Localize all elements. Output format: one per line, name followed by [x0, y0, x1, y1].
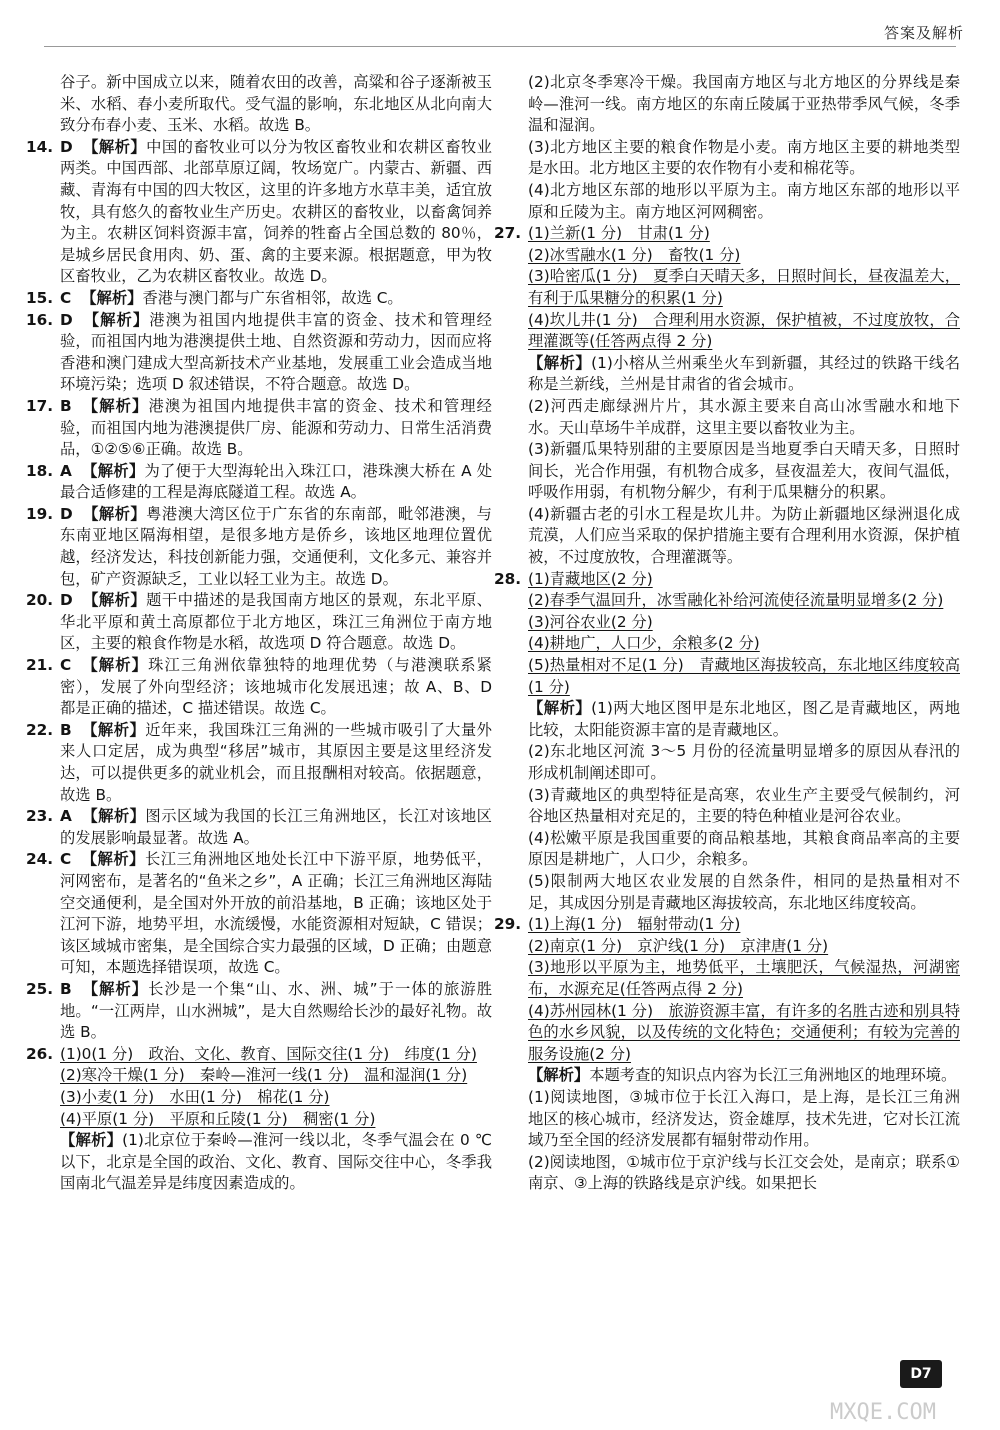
answer-line: (4)平原(1 分) 平原和丘陵(1 分) 稠密(1 分) — [60, 1109, 376, 1128]
answer-line: (3)河谷农业(2 分) — [528, 612, 653, 631]
explanation-paragraph: (4)北方地区东部的地形以平原为主。南方地区东部的地形以平原和丘陵为主。南方地区河网稠密。 — [528, 180, 960, 221]
answer-line: (1)上海(1 分) 辐射带动(1 分) — [528, 915, 741, 934]
explanation-paragraph: (5)限制两大地区农业发展的自然条件，相同的是热量相对不足，其成因分别是青藏地区海拔较高，东北地区纬度较高。 — [528, 871, 960, 912]
question-17: 17. B 【解析】港澳为祖国内地提供丰富的资金、技术和管理经验，而祖国内地为港澳提供厂房、能源和劳动力、日常生活消费品，①②⑤⑥正确。故选 B。 — [26, 396, 492, 459]
question-26: 26. (1)0(1 分) 政治、文化、教育、国际交往(1 分) 纬度(1 分) (2)寒冷干燥(1 分) 秦岭—淮河一线(1 分) 温和湿润(1 分) (3)小麦(1 分) 水田(1 分) 棉花(1 分) (4)平原(1 分) 平原和丘陵(1 分) 稠密(1 分) 【解析】(1)北京位于秦岭—淮河一线以北，冬季气温会在 0 ℃以下，北京是全国的政治、文化、教育、国际交往中心，冬季我国南北气温差异是纬度因素造成的。 — [26, 1044, 492, 1193]
answer-line: (5)热量相对不足(1 分) 青藏地区海拔较高，东北地区纬度较高(1 分) — [528, 656, 960, 696]
answer-line: (1)兰新(1 分) 甘肃(1 分) — [528, 224, 710, 243]
header-divider — [44, 46, 956, 47]
left-column — [26, 72, 492, 1195]
page-header-title: 答案及解析 — [883, 24, 964, 42]
question-27: 27. (1)兰新(1 分) 甘肃(1 分) (2)冰雪融水(1 分) 畜牧(1 分) (3)哈密瓜(1 分) 夏季白天晴天多，日照时间长，昼夜温差大，有利于瓜果糖分的积累(1 分) (4)坎儿井(1 分) 合理利用水资源，保护植被，不过度放牧，合理灌溉等(任答两点得 2 分) 【解析】(1)小榕从兰州乘坐火车到新疆，其经过的铁路干线名称是兰新线，兰州是甘肃省的省会城市。 (2)河西走廊绿洲片片，其水源主要来自高山冰雪融水和地下水。天山草场牛羊成群，这里主要以畜牧业为主。 (3)新疆瓜果特别甜的主要原因是当地夏季白天晴天多，日照时间长，光合作用强，有机物合成多，昼夜温差大，夜间气温低，呼吸作用弱，有机物分解少，有利于瓜果糖分的积累。 (4)新疆古老的引水工程是坎儿井。为防止新疆地区绿洲退化成荒漠，人们应当采取的保护措施主要有合理利用水资源，保护植被，不过度放牧，合理灌溉等。 — [528, 223, 960, 569]
answer-line: (2)寒冷干燥(1 分) 秦岭—淮河一线(1 分) 温和湿润(1 分) — [60, 1066, 468, 1085]
explanation-paragraph: (3)北方地区主要的粮食作物是小麦。南方地区主要的耕地类型是水田。北方地区主要的农作物有小麦和棉花等。 — [528, 137, 960, 178]
answer-line: (2)南京(1 分) 京沪线(1 分) 京津唐(1 分) — [528, 936, 829, 955]
explanation-paragraph: (3)新疆瓜果特别甜的主要原因是当地夏季白天晴天多，日照时间长，光合作用强，有机物合成多，昼夜温差大，夜间气温低，呼吸作用弱，有机物分解少，有利于瓜果糖分的积累。 — [528, 440, 960, 502]
answer-line: (4)耕地广，人口少，余粮多(2 分) — [528, 634, 760, 653]
explanation-paragraph: (2)河西走廊绿洲片片，其水源主要来自高山冰雪融水和地下水。天山草场牛羊成群，这里主要以畜牧业为主。 — [528, 396, 960, 437]
question-23: 23. A 【解析】图示区域为我国的长江三角洲地区，长江对该地区的发展影响最显著。故选 A。 — [26, 807, 492, 847]
question-16: 16. D 【解析】港澳为祖国内地提供丰富的资金、技术和管理经验，而祖国内地为港澳提供土地、自然资源和劳动力，因而应将香港和澳门建成大型高新技术产业基地，发展重工业会造成当地环境污染；选项 D 叙述错误，不符合题意。故选 D。 — [26, 310, 492, 394]
answer-line: (2)冰雪融水(1 分) 畜牧(1 分) — [528, 245, 741, 264]
answer-line: (4)苏州园林(1 分) 旅游资源丰富，有许多的名胜古迹和别具特色的水乡风貌，以及传统的文化特色；交通便利；有较为完善的服务设施(2 分) — [528, 1001, 960, 1063]
explanation-paragraph: (2)东北地区河流 3～5 月份的径流量明显增多的原因从春汛的形成机制阐述即可。 — [528, 742, 960, 782]
right-column — [494, 72, 960, 1195]
question-14: 14. D 【解析】中国的畜牧业可以分为牧区畜牧业和农耕区畜牧业两类。中国西部、北部草原辽阔，牧场宽广。内蒙古、新疆、西藏、青海有中国的四大牧区，这里的许多地方水草丰美，适宜放牧，具有悠久的畜牧业生产历史。农耕区的畜牧业，以畜禽饲养为主。农耕区饲料资源丰富，饲养的牲畜占全国总数的 80％，是城乡居民食用肉、奶、蛋、禽的主要来源。根据题意，甲为牧区畜牧业，乙为农耕区畜牧业。故选 D。 — [26, 137, 492, 286]
page-number-badge: D7 — [900, 1360, 942, 1388]
question-21: 21. C 【解析】珠江三角洲依靠独特的地理优势（与港澳联系紧密），发展了外向型经济；该地城市化发展迅速；故 A、B、D 都是正确的描述，C 描述错误。故选 C。 — [26, 656, 492, 718]
answer-line: (3)小麦(1 分) 水田(1 分) 棉花(1 分) — [60, 1087, 330, 1106]
answer-line: (2)春季气温回升，冰雪融化补给河流使径流量明显增多(2 分) — [528, 591, 944, 610]
answer-line: (3)地形以平原为主，地势低平，土壤肥沃，气候湿热，河湖密布，水源充足(任答两点得 2 分) — [528, 958, 960, 998]
explanation-paragraph: (4)松嫩平原是我国重要的商品粮基地，其粮食商品率高的主要原因是耕地广，人口少，余粮多。 — [528, 828, 960, 869]
question-29: 29. (1)上海(1 分) 辐射带动(1 分) (2)南京(1 分) 京沪线(1 分) 京津唐(1 分) (3)地形以平原为主，地势低平，土壤肥沃，气候湿热，河湖密布，水源充足(任答两点得 2 分) (4)苏州园林(1 分) 旅游资源丰富，有许多的名胜古迹和别具特色的水乡风貌，以及传统的文化特色；交通便利；有较为完善的服务设施(2 分) 【解析】本题考查的知识点内容为长江三角洲地区的地理环境。 (1)阅读地图，③城市位于长江入海口，是上海，是长江三角洲地区的核心城市，经济发达，资金雄厚，技术先进，它对长江流域乃至全国的经济发展都有辐射带动作用。 (2)阅读地图，①城市位于京沪线与长江交会处，是南京；联系①南京、③上海的铁路线是京沪线。如果把长 — [528, 914, 960, 1195]
explanation-paragraph: (2)北京冬季寒冷干燥。我国南方地区与北方地区的分界线是秦岭—淮河一线。南方地区的东南丘陵属于亚热带季风气候，冬季温和湿润。 — [528, 73, 960, 135]
question-22: 22. B 【解析】近年来，我国珠江三角洲的一些城市吸引了大量外来人口定居，成为典型“移居”城市，其原因主要是这里经济发达，可以提供更多的就业机会，而且报酬相对较高。依据题意，故选 B。 — [26, 720, 492, 804]
intro-paragraph: 谷子。新中国成立以来，随着农田的改善，高粱和谷子逐渐被玉米、水稻、春小麦所取代。受气温的影响，东北地区从北向南大致分布春小麦、玉米、水稻。故选 B。 — [60, 73, 492, 135]
question-19: 19. D 【解析】粤港澳大湾区位于广东省的东南部，毗邻港澳，与东南亚地区隔海相望，是很多地方是侨乡，该地区地理位置优越，经济发达，科技创新能力强，交通便利，文化多元、兼容并包，矿产资源缺乏，工业以轻工业为主。故选 D。 — [26, 504, 492, 588]
question-28: 28. (1)青藏地区(2 分) (2)春季气温回升，冰雪融化补给河流使径流量明显增多(2 分) (3)河谷农业(2 分) (4)耕地广，人口少，余粮多(2 分) (5)热量相对不足(1 分) 青藏地区海拔较高，东北地区纬度较高(1 分) 【解析】(1)两大地区图甲是东北地区，图乙是青藏地区，两地比较，太阳能资源丰富的是青藏地区。 (2)东北地区河流 3～5 月份的径流量明显增多的原因从春汛的形成机制阐述即可。 (3)青藏地区的典型特征是高寒，农业生产主要受气候制约，河谷地区热量相对充足的，主要的特色种植业是河谷农业。 (4)松嫩平原是我国重要的商品粮基地，其粮食商品率高的主要原因是耕地广，人口少，余粮多。 (5)限制两大地区农业发展的自然条件，相同的是热量相对不足，其成因分别是青藏地区海拔较高，东北地区纬度较高。 — [528, 569, 960, 915]
watermark-text: MXQE.COM — [830, 1400, 936, 1425]
explanation-paragraph: (4)新疆古老的引水工程是坎儿井。为防止新疆地区绿洲退化成荒漠，人们应当采取的保护措施主要有合理利用水资源，保护植被，不过度放牧，合理灌溉等。 — [528, 504, 960, 567]
question-20: 20. D 【解析】题干中描述的是我国南方地区的景观，东北平原、华北平原和黄土高原都位于北方地区，珠江三角洲位于南方地区，主要的粮食作物是水稻，故选项 D 符合题意。故选 D。 — [26, 591, 492, 653]
question-18: 18. A 【解析】为了便于大型海轮出入珠江口，港珠澳大桥在 A 处最合适修建的工程是海底隧道工程。故选 A。 — [26, 461, 492, 502]
answer-line: (1)青藏地区(2 分) — [528, 569, 653, 588]
question-25: 25. B 【解析】长沙是一个集“山、水、洲、城”于一体的旅游胜地。“一江两岸，山水洲城”，是大自然赐给长沙的最好礼物。故选 B。 — [26, 979, 492, 1042]
explanation-paragraph: (1)阅读地图，③城市位于长江入海口，是上海，是长江三角洲地区的核心城市，经济发达，资金雄厚，技术先进，它对长江流域乃至全国的经济发展都有辐射带动作用。 — [528, 1087, 960, 1150]
answer-line: (4)坎儿井(1 分) 合理利用水资源，保护植被，不过度放牧，合理灌溉等(任答两点得 2 分) — [528, 310, 960, 351]
question-15: 15. C 【解析】香港与澳门都与广东省相邻，故选 C。 — [26, 288, 403, 307]
explanation-paragraph: (3)青藏地区的典型特征是高寒，农业生产主要受气候制约，河谷地区热量相对充足的，主要的特色种植业是河谷农业。 — [528, 785, 960, 826]
answer-line: (3)哈密瓜(1 分) 夏季白天晴天多，日照时间长，昼夜温差大，有利于瓜果糖分的积累(1 分) — [528, 267, 960, 307]
explanation-paragraph: (2)阅读地图，①城市位于京沪线与长江交会处，是南京；联系①南京、③上海的铁路线是京沪线。如果把长 — [528, 1152, 960, 1193]
answer-line: (1)0(1 分) 政治、文化、教育、国际交往(1 分) 纬度(1 分) — [60, 1044, 477, 1063]
question-24: 24. C 【解析】长江三角洲地区地处长江中下游平原，地势低平，河网密布，是著名的“鱼米之乡”，A 正确；长江三角洲地区海陆空交通便利，是全国对外开放的前沿基地，B 正确；该地区处于江河下游，地势平坦，水流缓慢，水能资源相对短缺，C 错误；该区域城市密集，是全国综合实力最强的区域，D 正确；由题意可知，本题选择错误项，故选 C。 — [26, 850, 492, 977]
